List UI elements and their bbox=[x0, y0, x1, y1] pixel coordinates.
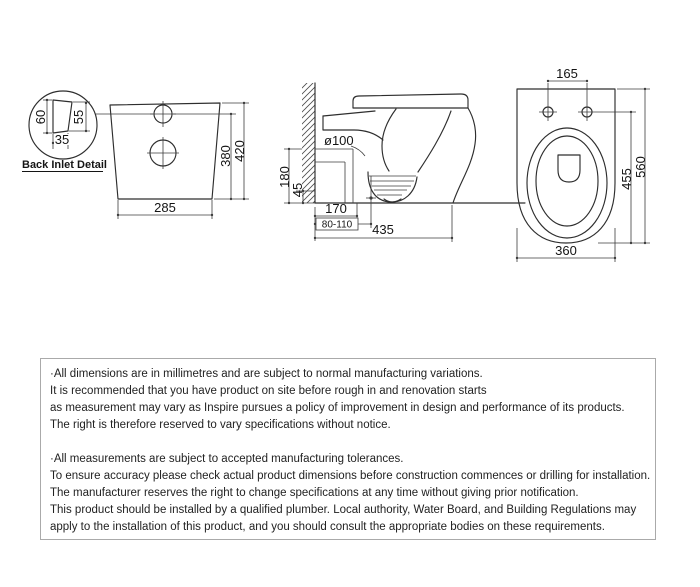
fixing-hole-left bbox=[539, 103, 557, 121]
note-line: This product should be installed by a qualified plumber. Local authority, Water Board, and Building Regulations may bbox=[50, 504, 637, 516]
waste-pipe-lines bbox=[315, 149, 353, 203]
dim-165: 165 bbox=[556, 66, 578, 81]
dim-80-110: 80-110 bbox=[321, 219, 353, 231]
dim-180: 180 bbox=[277, 166, 292, 188]
dim-55: 55 bbox=[71, 109, 86, 125]
front-view bbox=[110, 101, 249, 219]
inlet-crosshair bbox=[150, 101, 176, 127]
note-line: The right is therefore reserved to vary specifications without notice. bbox=[50, 419, 391, 431]
dim-60: 60 bbox=[33, 109, 48, 125]
dim-455: 455 bbox=[619, 168, 634, 190]
dim-560: 560 bbox=[633, 156, 648, 178]
note-line: It is recommended that you have product on site before rough in and renovation starts bbox=[50, 385, 487, 397]
dim-285: 285 bbox=[154, 200, 176, 215]
side-view bbox=[277, 83, 525, 242]
notes-box bbox=[40, 358, 656, 540]
fixing-hole-right bbox=[578, 103, 599, 121]
seat-outer-ring bbox=[527, 128, 607, 238]
dim-380: 380 bbox=[218, 145, 233, 167]
inlet-socket-shape bbox=[53, 100, 72, 133]
plan-view bbox=[517, 66, 650, 262]
note-line: apply to the installation of this product, and you should consult the appropriate bodies on these requirements. bbox=[50, 521, 605, 533]
note-line: as measurement may vary as Inspire pursues a policy of improvement in design and performance of its products. bbox=[50, 402, 625, 414]
note-line: The manufacturer reserves the right to change specifications at any time without giving prior notification. bbox=[50, 487, 579, 499]
note-line: ·All dimensions are in millimetres and are subject to normal manufacturing variations. bbox=[50, 368, 483, 380]
note-line: ·All measurements are subject to accepted manufacturing tolerances. bbox=[50, 453, 404, 465]
flush-outlet-shape bbox=[558, 155, 580, 182]
note-line: To ensure accuracy please check actual product dimensions before construction commences or drilling for installation. bbox=[50, 470, 651, 482]
paragraph-gap bbox=[50, 434, 646, 451]
dim-35: 35 bbox=[54, 132, 70, 147]
back-inlet-detail bbox=[22, 91, 153, 172]
dim-420: 420 bbox=[232, 140, 247, 162]
trap-centre-marker bbox=[366, 176, 376, 228]
pan-front-outline bbox=[110, 103, 220, 199]
dim-outlet-diameter: ø100 bbox=[324, 133, 354, 148]
dim-360: 360 bbox=[555, 243, 577, 258]
dim-45: 45 bbox=[290, 182, 305, 198]
dim-170: 170 bbox=[325, 201, 347, 216]
pan-side-profile bbox=[323, 94, 476, 203]
dim-435: 435 bbox=[372, 222, 394, 237]
seat-inner-ring bbox=[536, 136, 598, 226]
flush-crosshair bbox=[147, 137, 179, 169]
back-inlet-detail-label: Back Inlet Detail bbox=[22, 159, 107, 171]
